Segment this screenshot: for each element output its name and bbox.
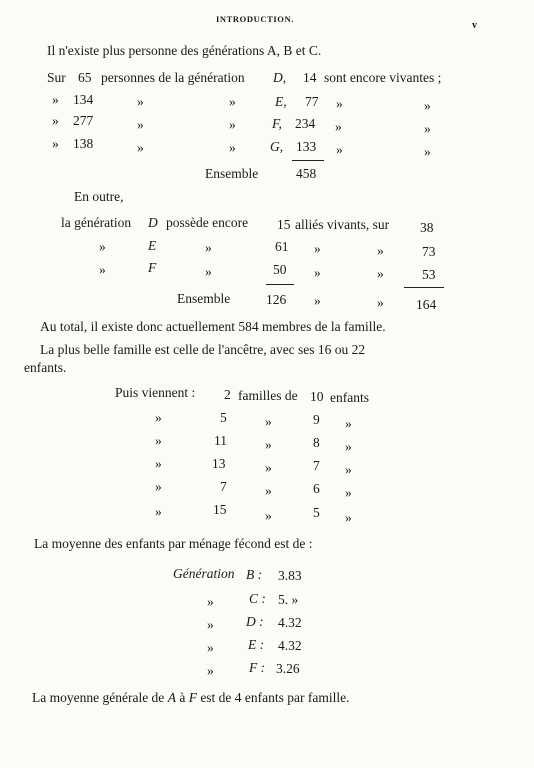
paragraph-belle-line2: enfants. bbox=[24, 360, 67, 375]
sum-rule-allies bbox=[266, 284, 294, 285]
en-outre: En outre, bbox=[74, 189, 124, 204]
sum-rule bbox=[292, 160, 324, 161]
running-header: INTRODUCTION. bbox=[216, 14, 294, 24]
sum-rule-total bbox=[404, 287, 444, 288]
paragraph-belle-line1: La plus belle famille est celle de l'ancêtre, avec ses 16 ou 22 bbox=[40, 342, 366, 357]
paragraph-final: La moyenne générale de A à F est de 4 enfants par famille. bbox=[32, 690, 350, 705]
paragraph-moyenne: La moyenne des enfants par ménage fécond est de : bbox=[34, 536, 313, 551]
paragraph-generations-extinct: Il n'existe plus personne des générations A, B et C. bbox=[47, 43, 322, 58]
page-number: v bbox=[472, 20, 478, 31]
puis-viennent: Puis viennent : bbox=[115, 385, 196, 400]
ensemble-label: Ensemble bbox=[177, 291, 231, 306]
paragraph-total: Au total, il existe donc actuellement 584 membres de la famille. bbox=[40, 319, 386, 334]
ensemble-allies: 126 bbox=[266, 292, 287, 307]
ensemble-total: 164 bbox=[416, 297, 437, 312]
ensemble-label: Ensemble bbox=[205, 166, 259, 181]
ensemble-value: 458 bbox=[296, 166, 317, 181]
